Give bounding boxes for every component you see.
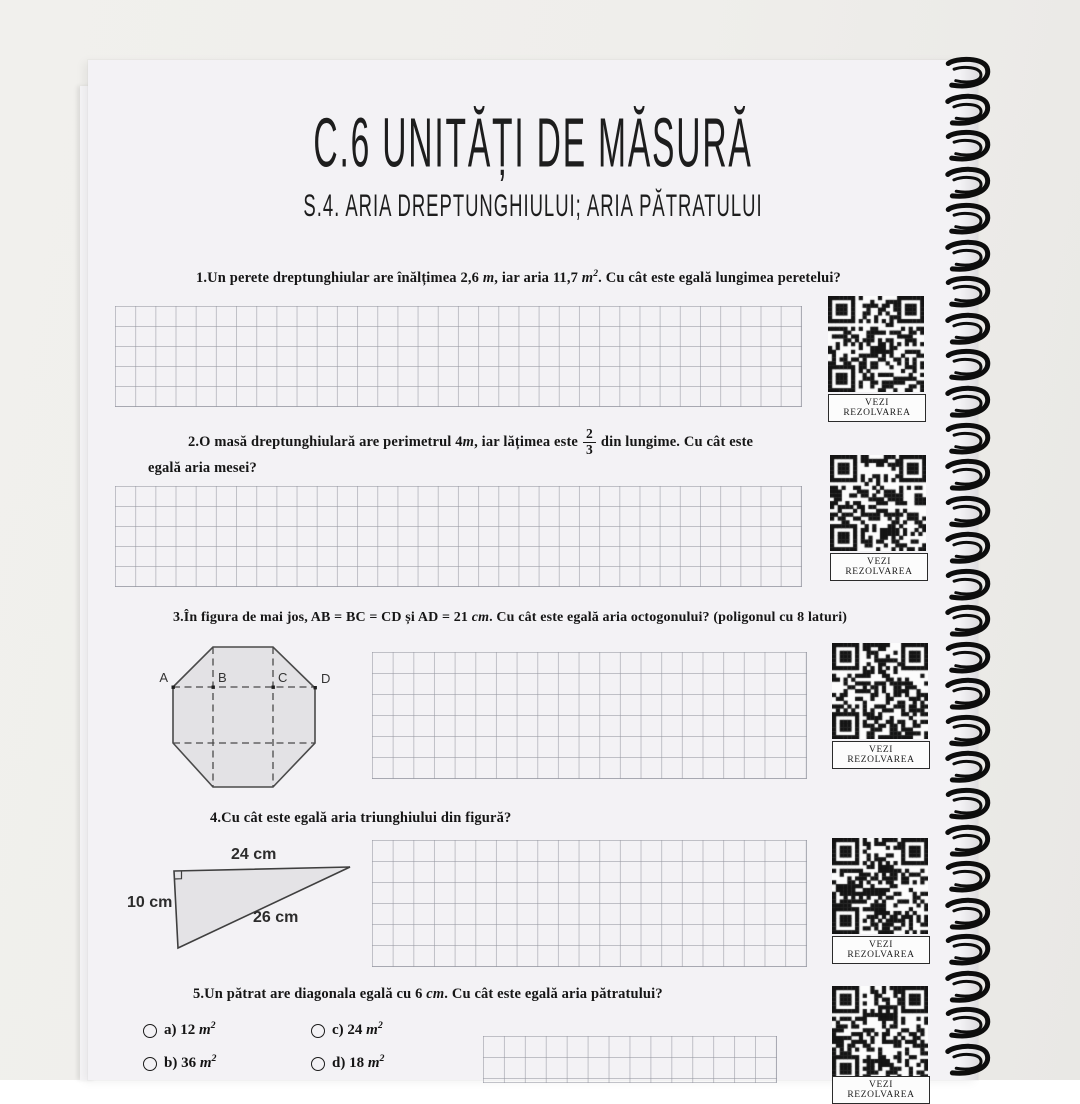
spiral-loop-icon — [941, 530, 994, 565]
option-b — [143, 1055, 216, 1072]
option-a — [143, 1022, 216, 1039]
spiral-loop-icon — [941, 384, 994, 419]
octagon-label-c: C — [278, 670, 288, 685]
triangle-shape — [174, 867, 350, 948]
answer-grid-4 — [372, 840, 807, 967]
spiral-loop-icon — [941, 567, 994, 602]
answer-grid-5 — [483, 1036, 777, 1083]
lesson-subtitle: S.4. ARIA DREPTUNGHIULUI; ARIA PĂTRATULUI — [303, 188, 763, 223]
qr-code-problem-5 — [832, 986, 928, 1082]
spiral-loop-icon — [941, 823, 994, 858]
option-a-label: a) 12 $m^2$ — [164, 1020, 216, 1038]
see-solution-label-1: VEZI REZOLVAREA — [828, 394, 926, 422]
spiral-loop-icon — [941, 786, 994, 821]
problem-4-text: 4.Cu cât este egală aria triunghiului din figură? — [210, 810, 512, 826]
problem-3-text: 3.În figura de mai jos, AB = BC = CD și AD = 21 cm. Cu cât este egală aria octogonului? (poligonul cu 8 laturi) — [173, 610, 848, 625]
qr-code-problem-3 — [832, 643, 928, 739]
spiral-loop-icon — [941, 859, 994, 894]
triangle-left-side-label: 10 cm — [127, 894, 173, 911]
triangle-figure — [160, 855, 360, 955]
octagon-label-d: D — [321, 671, 331, 686]
spiral-loop-icon — [941, 55, 994, 90]
spiral-loop-icon — [941, 969, 994, 1004]
answer-grid-1 — [115, 306, 802, 407]
octagon-label-a: A — [159, 670, 168, 685]
spiral-loop-icon — [941, 311, 994, 346]
spiral-loop-icon — [941, 1006, 994, 1041]
spiral-loop-icon — [941, 1042, 994, 1077]
spiral-loop-icon — [941, 128, 994, 163]
spiral-loop-icon — [941, 348, 994, 383]
problem-2-text-line1: 2.O masă dreptunghiulară are perimetrul 4 m , iar lățimea este $\frac{2}{3}$ din lungime. Cu cât este — [188, 425, 754, 457]
spiral-loop-icon — [941, 275, 994, 310]
qr-code-problem-1 — [828, 296, 924, 392]
spiral-loop-icon — [941, 92, 994, 127]
spiral-loop-icon — [941, 421, 994, 456]
spiral-loop-icon — [941, 494, 994, 529]
problem-1-text: 1.Un perete dreptunghiular are înălțimea 2,6 m, iar aria 11,7 $m^2$. Cu cât este egală lungimea peretelui? — [196, 268, 841, 286]
option-c-radio-circle — [311, 1024, 325, 1038]
option-d-radio-circle — [311, 1057, 325, 1071]
spiral-loop-icon — [941, 604, 994, 639]
spiral-loop-icon — [941, 933, 994, 968]
spiral-loop-icon — [941, 640, 994, 675]
see-solution-label-3: VEZI REZOLVAREA — [832, 741, 930, 769]
problem-2-text-line2: egală aria mesei? — [148, 460, 257, 476]
qr-code-problem-4 — [832, 838, 928, 934]
see-solution-label-4: VEZI REZOLVAREA — [832, 936, 930, 964]
spiral-loop-icon — [941, 165, 994, 200]
option-c — [311, 1022, 383, 1039]
triangle-hypotenuse-label: 26 cm — [253, 909, 299, 926]
spiral-loop-icon — [941, 202, 994, 237]
option-b-label: b) 36 $m^2$ — [164, 1053, 217, 1071]
spiral-loop-icon — [941, 750, 994, 785]
spiral-loop-icon — [941, 238, 994, 273]
spiral-binding — [941, 56, 995, 1080]
see-solution-label-2: VEZI REZOLVAREA — [830, 553, 928, 581]
octagon-figure — [155, 640, 335, 795]
option-a-radio-circle — [143, 1024, 157, 1038]
option-c-label: c) 24 $m^2$ — [332, 1020, 383, 1038]
see-solution-label-5: VEZI REZOLVAREA — [832, 1076, 930, 1104]
qr-code-problem-2 — [830, 455, 926, 551]
option-d — [311, 1055, 384, 1072]
problem-5-text: 5.Un pătrat are diagonala egală cu 6 cm. Cu cât este egală aria pătratului? — [193, 986, 663, 1002]
answer-grid-3 — [372, 652, 807, 779]
option-d-label: d) 18 $m^2$ — [332, 1053, 385, 1071]
answer-grid-2 — [115, 486, 802, 587]
option-b-radio-circle — [143, 1057, 157, 1071]
spiral-loop-icon — [941, 677, 994, 712]
octagon-shape — [173, 647, 315, 787]
octagon-label-b: B — [218, 670, 227, 685]
spiral-loop-icon — [941, 457, 994, 492]
workbook-page — [88, 60, 978, 1100]
spiral-loop-icon — [941, 896, 994, 931]
spiral-loop-icon — [941, 713, 994, 748]
triangle-top-side-label: 24 cm — [231, 846, 277, 863]
chapter-title: C.6 UNITĂȚI DE MĂSURĂ — [313, 103, 753, 182]
